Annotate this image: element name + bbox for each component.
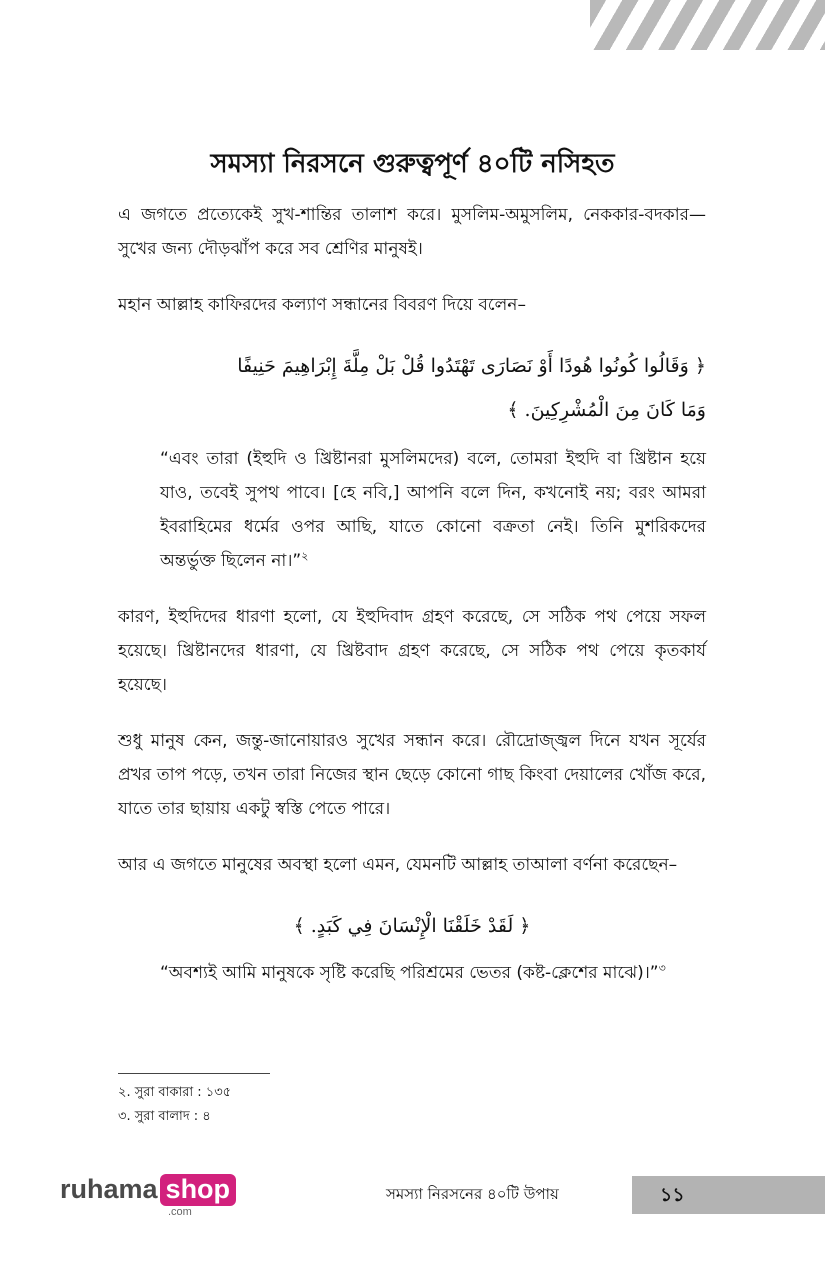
footnotes <box>118 1081 231 1129</box>
paragraph-animals: শুধু মানুষ কেন, জন্তু-জানোয়ারও সুখের সন্ধান করে। রৌদ্রোজ্জ্বল দিনে যখন সূর্যের প্রখর তাপ পড়ে, তখন তারা নিজের স্থান ছেড়ে কোনো গাছ কিংবা দেয়ালের খোঁজ করে, যাতে তার ছায়ায় একটু স্বস্তি পেতে পারে। <box>118 731 706 819</box>
footnote-ref-2[interactable]: ২ <box>301 549 309 563</box>
footnote-divider <box>118 1073 270 1074</box>
ruhamashop-logo[interactable] <box>60 1174 236 1218</box>
footnote-ref-3[interactable]: ৩ <box>658 961 666 975</box>
arabic-verse-2: ﴿ لَقَدْ خَلَقْنَا الْإِنْسَانَ فِي كَبَدٍ. ﴾ <box>293 915 531 937</box>
arabic-verse-1-line-2: وَمَا كَانَ مِنَ الْمُشْرِكِينَ. ﴾ <box>507 399 706 421</box>
page-number: ১১ <box>660 1184 685 1206</box>
verse-translation-1-text: “এবং তারা (ইহুদি ও খ্রিষ্টানরা মুসলিমদের) বলে, তোমরা ইহুদি বা খ্রিষ্টান হয়ে যাও, তবেই সুপথ পাবে। [হে নবি,] আপনি বলে দিন, কখনোই নয়; বরং আমরা ইবরাহিমের ধর্মের ওপর আছি, যাতে কোনো বক্রতা নেই। তিনি মুশরিকদের অন্তর্ভুক্ত ছিলেন না।” <box>160 449 706 571</box>
paragraph-allah-says: মহান আল্লাহ কাফিরদের কল্যাণ সন্ধানের বিবরণ দিয়ে বলেন– <box>118 295 526 315</box>
paragraph-human-state: আর এ জগতে মানুষের অবস্থা হলো এমন, যেমনটি আল্লাহ তাআলা বর্ণনা করেছেন– <box>118 855 678 875</box>
footnote-3: ৩. সুরা বালাদ : ৪ <box>118 1109 211 1124</box>
verse-translation-2 <box>118 956 706 990</box>
footnote-2: ২. সুরা বাকারা : ১৩৫ <box>118 1085 232 1100</box>
logo-ruhama-text: ruhama <box>60 1174 158 1204</box>
arabic-verse-1-line-1: ﴿ وَقَالُوا كُونُوا هُودًا أَوْ نَصَارَى تَهْتَدُوا قُلْ بَلْ مِلَّةَ إِبْرَاهِيمَ حَنِيفًا <box>237 355 706 377</box>
page-title: সমস্যা নিরসনে গুরুত্বপূর্ণ ৪০টি নসিহত <box>210 149 615 179</box>
verse-translation-2-text: “অবশ্যই আমি মানুষকে সৃষ্টি করেছি পরিশ্রমের ভেতর (কষ্ট-ক্লেশের মাঝে)।” <box>160 963 659 983</box>
logo-com-text: .com <box>168 1206 192 1218</box>
logo-shop-text: shop <box>160 1174 237 1206</box>
verse-translation-1 <box>118 442 706 578</box>
page-body <box>118 198 706 1012</box>
paragraph-reason: কারণ, ইহুদিদের ধারণা হলো, যে ইহুদিবাদ গ্রহণ করেছে, সে সঠিক পথ পেয়ে সফল হয়েছে। খ্রিষ্টানদের ধারণা, যে খ্রিষ্টবাদ গ্রহণ করেছে, সে সঠিক পথ পেয়ে কৃতকার্য হয়েছে। <box>118 607 706 695</box>
running-book-title: সমস্যা নিরসনের ৪০টি উপায় <box>386 1185 559 1203</box>
arabic-verse-1 <box>118 344 706 432</box>
decorative-stripes <box>590 0 825 50</box>
paragraph-intro: এ জগতে প্রত্যেকেই সুখ-শান্তির তালাশ করে। মুসলিম-অমুসলিম, নেককার-বদকার—সুখের জন্য দৌড়ঝাঁপ করে সব শ্রেণির মানুষই। <box>118 205 706 259</box>
